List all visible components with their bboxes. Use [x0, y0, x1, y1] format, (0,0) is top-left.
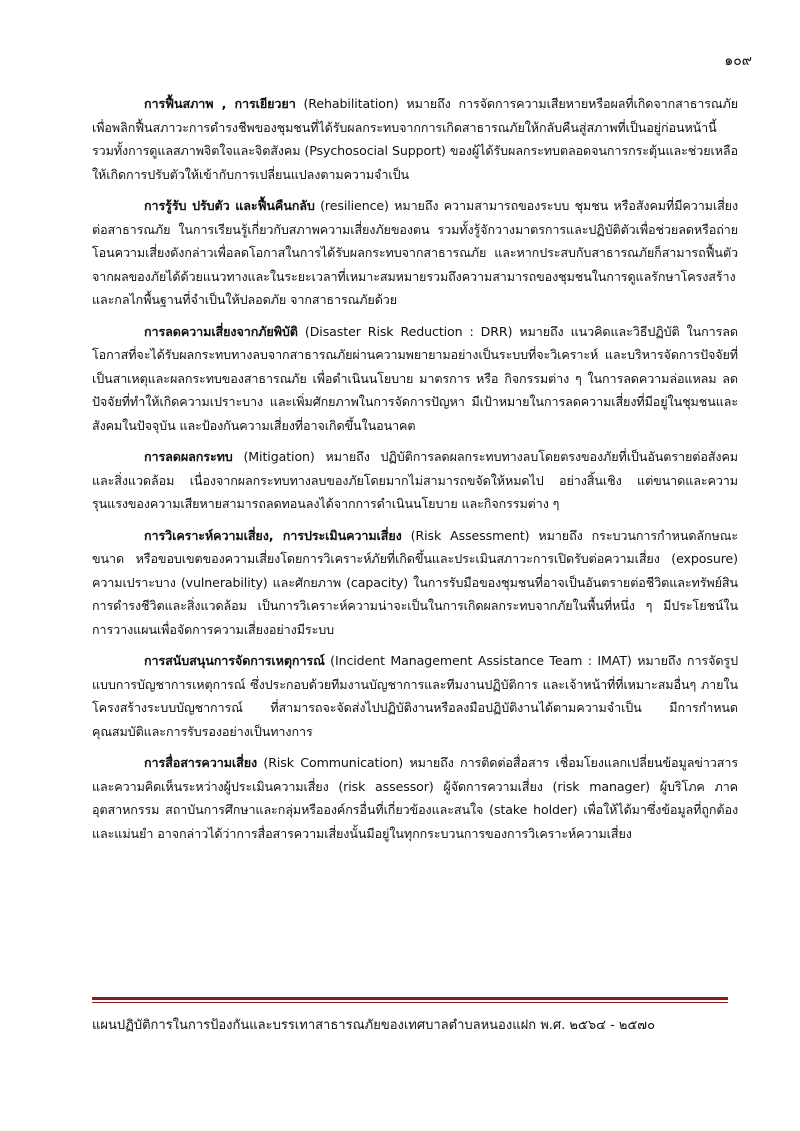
- definition-body: (resilience) หมายถึง ความสามารถของระบบ ชุมชน หรือสังคมที่มีความเสี่ยงต่อสาธารณภัย ในการเรียนรู้เกี่ยวกับสภาพความเสี่ยงภัยของตน รวมทั้งรู้จักวางมาตรการและปฏิบัติตัวเพื่อช่วยลดหรือถ่ายโอนความเสี่ยงดังกล่าวเพื่อลดโอกาสในการได้รับผลกระทบจากสาธารณภัย และหากประสบกับสาธารณภัยก็สามารถฟื้นตัวจากผลของภัยได้ด้วยแนวทางและในระยะเวลาที่เหมาะสมหมายรวมถึงความสามารถของชุมชนในการดูแลรักษาโครงสร้างและกลไกพื้นฐานที่จำเป็นให้ปลอดภัย จากสาธารณภัยด้วย: [92, 198, 738, 307]
- definition-body: (Incident Management Assistance Team : IMAT) หมายถึง การจัดรูปแบบการบัญชาการเหตุการณ์ ซึ่งประกอบด้วยทีมงานบัญชาการและทีมงานปฏิบัติการ และเจ้าหน้าที่ที่เหมาะสมอื่นๆ ภายในโครงสร้างระบบบัญชาการณ์ ที่สามารถจะจัดส่งไปปฏิบัติงานหรือลงมือปฏิบัติงานได้ตามความจำเป็น มีการกำหนดคุณสมบัติและการรับรองอย่างเป็นทางการ: [92, 653, 738, 739]
- definition-term: การสนับสนุนการจัดการเหตุการณ์: [144, 653, 325, 668]
- definition-term: การฟื้นสภาพ , การเยียวยา: [144, 96, 296, 111]
- definition-risk-assessment: [92, 524, 738, 642]
- definition-term: การวิเคราะห์ความเสี่ยง, การประเมินความเสี่ยง: [144, 527, 402, 543]
- definition-risk-communication: [92, 751, 738, 845]
- definition-term: การสื่อสารความเสี่ยง: [144, 755, 258, 770]
- page-number: ๑๐๙: [724, 53, 752, 69]
- definition-term: การรู้รับ ปรับตัว และฟื้นคืนกลับ: [144, 198, 315, 213]
- footer-text: แผนปฏิบัติการในการป้องกันและบรรเทาสาธารณภัยของเทศบาลตำบลหนองแฝก พ.ศ. ๒๕๖๔ - ๒๕๗๐: [92, 1018, 656, 1033]
- definition-body: (Rehabilitation) หมายถึง การจัดการความเสียหายหรือผลที่เกิดจากสาธารณภัยเพื่อพลิกฟื้นสภาวะการดำรงชีพของชุมชนที่ได้รับผลกระทบจากการเกิดสาธารณภัยให้กลับคืนสู่สภาพที่เป็นอยู่ก่อนหน้านี้ รวมทั้งการดูแลสภาพจิตใจและจิตสังคม (Psychosocial Support) ของผู้ได้รับผลกระทบตลอดจนการกระตุ้นและช่วยเหลือให้เกิดการปรับตัวให้เข้ากับการเปลี่ยนแปลงตามความจำเป็น: [92, 96, 738, 182]
- definition-body: (Risk Assessment) หมายถึง กระบวนการกำหนดลักษณะ ขนาด หรือขอบเขตของความเสี่ยงโดยการวิเคราะห์ภัยที่เกิดขึ้นและประเมินสภาวะการเปิดรับต่อความเสี่ยง (exposure) ความเปราะบาง (vulnerability) และศักยภาพ (capacity) ในการรับมือของชุมชนที่อาจเป็นอันตรายต่อชีวิตและทรัพย์สิน การดำรงชีวิตและสิ่งแวดล้อม เป็นการวิเคราะห์ความน่าจะเป็นในการเกิดผลกระทบจากภัยในพื้นที่หนึ่ง ๆ มีประโยชน์ในการวางแผนเพื่อจัดการความเสี่ยงอย่างมีระบบ: [92, 527, 738, 637]
- footer-rule-thin: [92, 1002, 728, 1003]
- definition-body: (Mitigation) หมายถึง ปฏิบัติการลดผลกระทบทางลบโดยตรงของภัยที่เป็นอันตรายต่อสังคมและสิ่งแวดล้อม เนื่องจากผลกระทบทางลบของภัยโดยมากไม่สามารถขจัดให้หมดไป อย่างสิ้นเชิง แต่ขนาดและความรุนแรงของความเสียหายสามารถลดทอนลงได้จากการดำเนินนโยบาย และกิจกรรมต่าง ๆ: [92, 449, 738, 511]
- definition-resilience: [92, 194, 738, 312]
- footer-rule-thick: [92, 997, 728, 1000]
- definition-mitigation: [92, 445, 738, 516]
- definition-imat: [92, 649, 738, 743]
- definition-term: การลดผลกระทบ: [144, 449, 233, 464]
- definitions-section: [92, 92, 738, 853]
- definition-body: (Disaster Risk Reduction : DRR) หมายถึง แนวคิดและวิธีปฏิบัติ ในการลดโอกาสที่จะได้รับผลกระทบทางลบจากสาธารณภัยผ่านความพยายามอย่างเป็นระบบที่จะวิเคราะห์ และบริหารจัดการปัจจัยที่เป็นสาเหตุและผลกระทบของสาธารณภัย เพื่อดำเนินนโยบาย มาตรการ หรือ กิจกรรมต่าง ๆ ในการลดความล่อแหลม ลดปัจจัยที่ทำให้เกิดความเปราะบาง และเพิ่มศักยภาพในการจัดการปัญหา มีเป้าหมายในการลดความเสี่ยงที่มีอยู่ในชุมชนและสังคมในปัจจุบัน และป้องกันความเสี่ยงที่อาจเกิดขึ้นในอนาคต: [92, 323, 738, 433]
- definition-body: (Risk Communication) หมายถึง การติดต่อสื่อสาร เชื่อมโยงแลกเปลี่ยนข้อมูลข่าวสารและความคิดเห็นระหว่างผู้ประเมินความเสี่ยง (risk assessor) ผู้จัดการความเสี่ยง (risk manager) ผู้บริโภค ภาคอุตสาหกรรม สถาบันการศึกษาและกลุ่มหรือองค์กรอื่นที่เกี่ยวข้องและสนใจ (stake holder) เพื่อให้ได้มาซึ่งข้อมูลที่ถูกต้องและแม่นยำ อาจกล่าวได้ว่าการสื่อสารความเสี่ยงนั้นมีอยู่ในทุกกระบวนการของการวิเคราะห์ความเสี่ยง: [92, 755, 738, 841]
- definition-rehabilitation: [92, 92, 738, 186]
- definition-disaster-risk-reduction: [92, 320, 738, 438]
- definition-term: การลดความเสี่ยงจากภัยพิบัติ: [144, 323, 298, 339]
